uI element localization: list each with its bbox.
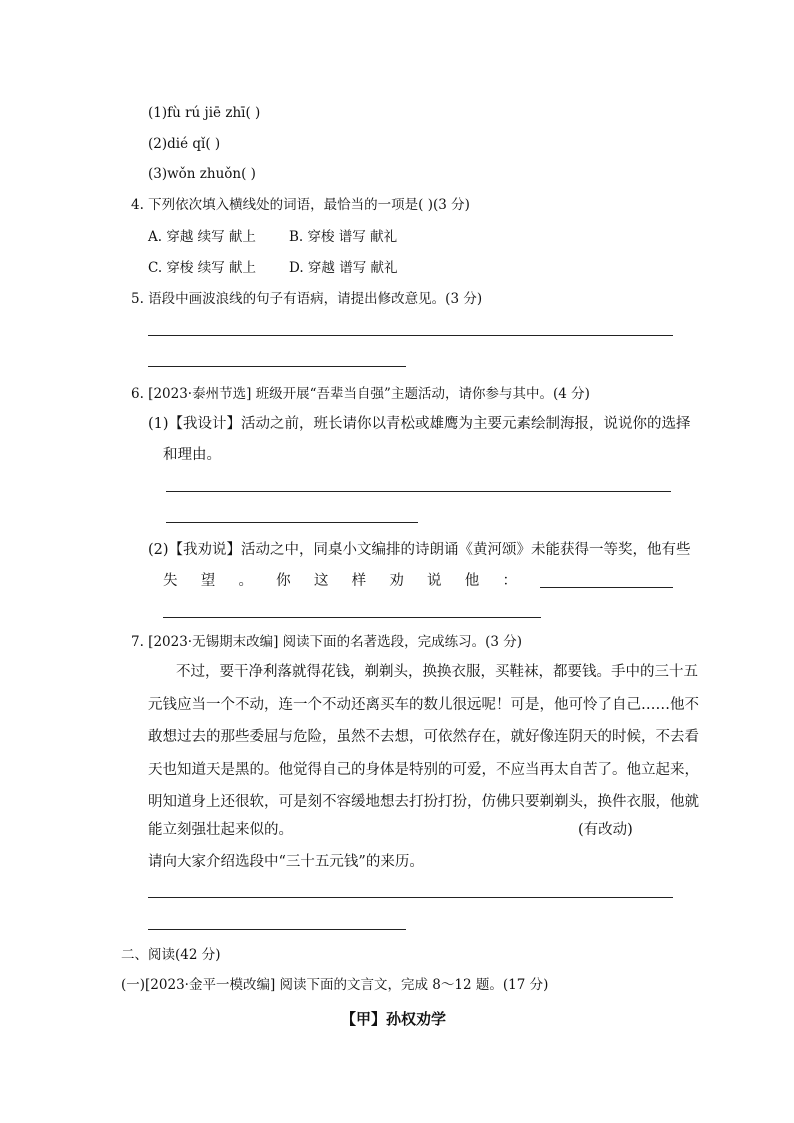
q6-sub2-line1: (2)【我劝说】活动之中，同桌小文编排的诗朗诵《黄河颂》未能获得一等奖，他有些 bbox=[148, 542, 691, 558]
q5-stem: 5. 语段中画波浪线的句子有语病，请提出修改意见。(3 分) bbox=[131, 291, 483, 307]
q6-sub2-char: 失 bbox=[163, 573, 178, 589]
q6-sub2-char: 这 bbox=[313, 573, 329, 589]
q4-stem: 4. 下列依次填入横线处的词语，最恰当的一项是( )(3 分) bbox=[131, 197, 470, 213]
q7-answer-line-1[interactable] bbox=[148, 897, 673, 898]
q7-passage-line: 元钱应当一个不动，连一个不动还离买车的数儿很远呢！可是，他可怜了自己……他不 bbox=[148, 697, 699, 713]
q6-sub2-char: 说 bbox=[427, 573, 442, 589]
q6-sub2-char: 望 bbox=[200, 573, 216, 589]
section2-part1-stem: (一)[2023·金平一模改编] 阅读下面的文言文，完成 8～12 题。(17 分) bbox=[121, 977, 549, 993]
section2-heading: 二、阅读(42 分) bbox=[121, 947, 221, 963]
q7-answer-line-2[interactable] bbox=[148, 929, 406, 930]
q6-sub2-char: ： bbox=[502, 573, 517, 589]
passage-title: 【甲】孙权劝学 bbox=[341, 1010, 447, 1028]
q7-passage-line: 不过，要干净利落就得花钱，剃剃头，换换衣服，买鞋袜，都要钱。手中的三十五 bbox=[176, 664, 698, 680]
q7-passage-line: 敢想过去的那些委屈与危险，虽然不去想，可依然存在，就好像连阴天的时候，不去看 bbox=[148, 729, 699, 745]
q3-item-2: (2)dié qǐ( ) bbox=[148, 136, 221, 152]
q6-sub1-answer-line-2[interactable] bbox=[166, 522, 418, 523]
q6-sub2-char: 他 bbox=[464, 573, 480, 589]
q4-option-c: C. 穿梭 续写 献上 bbox=[148, 260, 257, 276]
q3-item-1: (1)fù rú jiē zhī( ) bbox=[148, 105, 261, 121]
q3-item-3: (3)wǒn zhuǒn( ) bbox=[148, 166, 256, 182]
q4-option-d: D. 穿越 谱写 献礼 bbox=[289, 260, 398, 276]
q7-stem: 7. [2023·无锡期末改编] 阅读下面的名著选段，完成练习。(3 分) bbox=[131, 634, 523, 650]
q5-answer-line-2[interactable] bbox=[148, 366, 406, 367]
q5-answer-line-1[interactable] bbox=[148, 335, 673, 336]
q7-passage-line: 能立刻强壮起来似的。 bbox=[148, 822, 293, 838]
q6-sub1-answer-line-1[interactable] bbox=[166, 491, 671, 492]
q4-option-a: A. 穿越 续写 献上 bbox=[148, 229, 256, 245]
q6-sub2-char: 样 bbox=[351, 573, 367, 589]
q6-sub1-line2: 和理由。 bbox=[163, 447, 221, 463]
q7-note: (有改动) bbox=[578, 822, 633, 838]
q6-sub2-char: 你 bbox=[276, 573, 291, 589]
q7-question: 请向大家介绍选段中“三十五元钱”的来历。 bbox=[148, 854, 424, 870]
q6-sub2-line2 bbox=[163, 572, 517, 590]
q7-passage-line: 天也知道天是黑的。他觉得自己的身体是特别的可爱，不应当再太自苦了。他立起来， bbox=[148, 762, 699, 778]
q7-passage-line: 明知道身上还很软，可是刻不容缓地想去打扮打扮，仿佛只要剃剃头，换件衣服，他就 bbox=[148, 794, 699, 810]
q6-sub1-line1: (1)【我设计】活动之前，班长请你以青松或雄鹰为主要元素绘制海报，说说你的选择 bbox=[148, 416, 691, 432]
q6-sub2-char: 。 bbox=[238, 573, 253, 589]
q6-sub2-answer-line-2[interactable] bbox=[163, 617, 541, 618]
q6-sub2-answer-line-1[interactable] bbox=[540, 587, 673, 588]
q6-sub2-char: 劝 bbox=[389, 573, 404, 589]
q6-stem: 6. [2023·泰州节选] 班级开展“吾辈当自强”主题活动，请你参与其中。(4 分) bbox=[131, 386, 590, 402]
q4-option-b: B. 穿梭 谱写 献礼 bbox=[289, 229, 398, 245]
